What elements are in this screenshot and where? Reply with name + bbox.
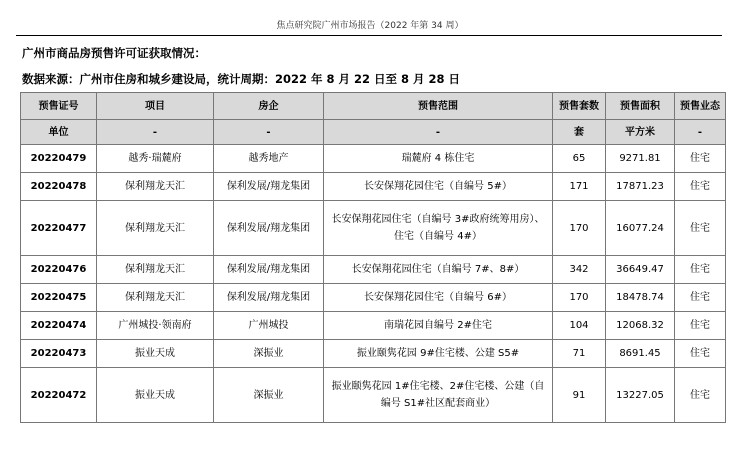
column-header: 预售套数 (553, 93, 606, 120)
area-cell: 8691.45 (606, 340, 675, 368)
area-cell: 17871.23 (606, 173, 675, 201)
area-cell: 12068.32 (606, 312, 675, 340)
permit-number-cell: 20220474 (21, 312, 97, 340)
table-row (21, 368, 726, 423)
unit-cell: - (324, 120, 553, 145)
area-cell: 18478.74 (606, 284, 675, 312)
permit-number-cell: 20220473 (21, 340, 97, 368)
project-cell: 保利翔龙天汇 (97, 256, 214, 284)
units-count-cell: 71 (553, 340, 606, 368)
column-header: 房企 (214, 93, 324, 120)
header-divider (16, 35, 722, 36)
column-header: 项目 (97, 93, 214, 120)
area-cell: 36649.47 (606, 256, 675, 284)
project-cell: 保利翔龙天汇 (97, 284, 214, 312)
data-source-line: 数据来源：广州市住房和城乡建设局，统计周期：2022 年 8 月 22 日至 8 月 28 日 (22, 72, 461, 86)
units-count-cell: 91 (553, 368, 606, 423)
table-row (21, 340, 726, 368)
area-cell: 16077.24 (606, 201, 675, 256)
permit-number-cell: 20220472 (21, 368, 97, 423)
project-cell: 广州城投·领南府 (97, 312, 214, 340)
scope-cell: 振业颐隽花园 1#住宅楼、2#住宅楼、公建（自编号 S1#社区配套商业） (324, 368, 553, 423)
usage-type-cell: 住宅 (675, 284, 726, 312)
developer-cell: 保利发展/翔龙集团 (214, 256, 324, 284)
developer-cell: 广州城投 (214, 312, 324, 340)
scope-cell: 长安保翔花园住宅（自编号 3#政府统筹用房）、住宅（自编号 4#） (324, 201, 553, 256)
usage-type-cell: 住宅 (675, 312, 726, 340)
scope-cell: 瑞麓府 4 栋住宅 (324, 145, 553, 173)
permit-number-cell: 20220478 (21, 173, 97, 201)
scope-cell: 南瑞花园自编号 2#住宅 (324, 312, 553, 340)
table-row (21, 145, 726, 173)
units-count-cell: 170 (553, 284, 606, 312)
scope-cell: 长安保翔花园住宅（自编号 6#） (324, 284, 553, 312)
project-cell: 保利翔龙天汇 (97, 173, 214, 201)
developer-cell: 越秀地产 (214, 145, 324, 173)
scope-cell: 长安保翔花园住宅（自编号 7#、8#） (324, 256, 553, 284)
presale-permit-table (20, 92, 726, 423)
usage-type-cell: 住宅 (675, 368, 726, 423)
column-header: 预售范围 (324, 93, 553, 120)
project-cell: 振业天成 (97, 340, 214, 368)
usage-type-cell: 住宅 (675, 145, 726, 173)
units-count-cell: 104 (553, 312, 606, 340)
usage-type-cell: 住宅 (675, 201, 726, 256)
units-count-cell: 171 (553, 173, 606, 201)
project-cell: 振业天成 (97, 368, 214, 423)
unit-cell: 套 (553, 120, 606, 145)
table-row (21, 173, 726, 201)
developer-cell: 保利发展/翔龙集团 (214, 201, 324, 256)
area-cell: 9271.81 (606, 145, 675, 173)
units-count-cell: 65 (553, 145, 606, 173)
column-header: 预售证号 (21, 93, 97, 120)
usage-type-cell: 住宅 (675, 256, 726, 284)
section-heading: 广州市商品房预售许可证获取情况： (22, 46, 206, 60)
units-row (21, 120, 726, 145)
units-count-cell: 342 (553, 256, 606, 284)
project-cell: 越秀·瑞麓府 (97, 145, 214, 173)
permit-number-cell: 20220477 (21, 201, 97, 256)
permit-number-cell: 20220475 (21, 284, 97, 312)
unit-cell: 单位 (21, 120, 97, 145)
unit-cell: 平方米 (606, 120, 675, 145)
table-row (21, 284, 726, 312)
column-header: 预售业态 (675, 93, 726, 120)
unit-cell: - (214, 120, 324, 145)
unit-cell: - (675, 120, 726, 145)
table-row (21, 312, 726, 340)
area-cell: 13227.05 (606, 368, 675, 423)
developer-cell: 保利发展/翔龙集团 (214, 173, 324, 201)
scope-cell: 长安保翔花园住宅（自编号 5#） (324, 173, 553, 201)
units-count-cell: 170 (553, 201, 606, 256)
usage-type-cell: 住宅 (675, 173, 726, 201)
project-cell: 保利翔龙天汇 (97, 201, 214, 256)
usage-type-cell: 住宅 (675, 340, 726, 368)
table-header-row (21, 93, 726, 120)
permit-number-cell: 20220476 (21, 256, 97, 284)
table-row (21, 256, 726, 284)
report-header-title: 焦点研究院广州市场报告（2022 年第 34 周） (276, 21, 464, 31)
developer-cell: 保利发展/翔龙集团 (214, 284, 324, 312)
permit-number-cell: 20220479 (21, 145, 97, 173)
developer-cell: 深振业 (214, 340, 324, 368)
unit-cell: - (97, 120, 214, 145)
scope-cell: 振业颐隽花园 9#住宅楼、公建 S5# (324, 340, 553, 368)
developer-cell: 深振业 (214, 368, 324, 423)
table-row (21, 201, 726, 256)
column-header: 预售面积 (606, 93, 675, 120)
